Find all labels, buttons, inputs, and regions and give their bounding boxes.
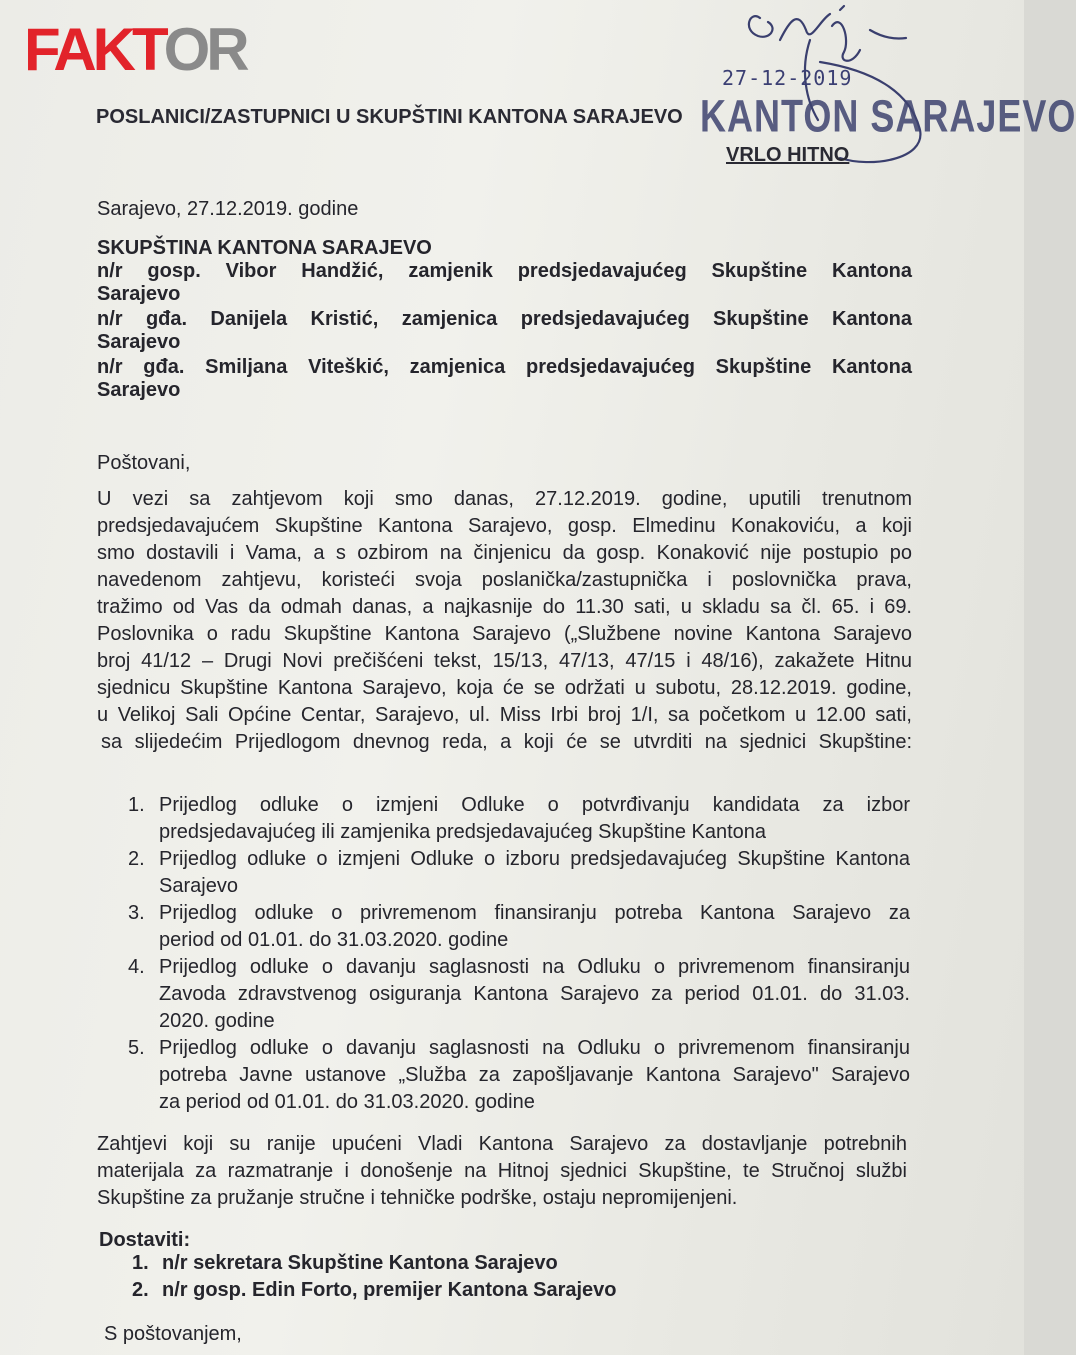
body-line: tražimo od Vas da odmah danas, a najkasnije do 11.30 sati, u skladu sa čl. 65. i 69. bbox=[97, 596, 912, 618]
deliver-list bbox=[132, 1250, 617, 1304]
logo-part-1: FAKT bbox=[24, 16, 164, 83]
closing-paragraph bbox=[97, 1131, 907, 1212]
deliver-title: Dostaviti: bbox=[99, 1229, 191, 1251]
agenda-item-number: 2. bbox=[128, 848, 145, 870]
agenda-item-line: Prijedlog odluke o izmjeni Odluke o potvrđivanju kandidata za izbor bbox=[159, 794, 910, 816]
stamp-kanton-sarajevo: KANTON SARAJEVO bbox=[700, 90, 1076, 142]
body-line: U vezi sa zahtjevom koji smo danas, 27.12.2019. godine, uputili trenutnom bbox=[97, 488, 912, 510]
agenda-item-line: 2020. godine bbox=[159, 1010, 275, 1032]
deliver-item-number: 1. bbox=[132, 1252, 149, 1274]
closing-line: materijala za razmatranje i donošenje na Hitnoj sjednici Skupštine, te Stručnoj službi bbox=[97, 1160, 907, 1182]
agenda-item-number: 5. bbox=[128, 1037, 145, 1059]
closing-line: Zahtjevi koji su ranije upućeni Vladi Kantona Sarajevo za dostavljanje potrebnih bbox=[97, 1133, 907, 1155]
recipient-line: Sarajevo bbox=[97, 331, 181, 353]
date-line: Sarajevo, 27.12.2019. godine bbox=[97, 198, 359, 220]
agenda-item-line: Prijedlog odluke o davanju saglasnosti na Odluku o privremenom finansiranju bbox=[159, 956, 910, 978]
agenda-item bbox=[128, 1035, 910, 1116]
body-line: navedenom zahtjevu, koristeći svoja poslanička/zastupnička i poslovnička prava, bbox=[97, 569, 912, 591]
agenda-item-line: Zavoda zdravstvenog osiguranja Kantona Sarajevo za period 01.01. do 31.03. bbox=[159, 983, 910, 1005]
body-line: predsjedavajućem Skupštine Kantona Sarajevo, gosp. Elmedinu Konakoviću, a koji bbox=[97, 515, 912, 537]
agenda-item-number: 1. bbox=[128, 794, 145, 816]
deliver-item bbox=[132, 1277, 617, 1304]
recipient-line: Sarajevo bbox=[97, 379, 181, 401]
agenda-item-line: potreba Javne ustanove „Služba za zapošljavanje Kantona Sarajevo" Sarajevo bbox=[159, 1064, 910, 1086]
recipient-line: Sarajevo bbox=[97, 283, 181, 305]
agenda-item-number: 4. bbox=[128, 956, 145, 978]
agenda-item bbox=[128, 846, 910, 900]
recipients-block bbox=[97, 258, 912, 404]
agenda-item bbox=[128, 954, 910, 1035]
deliver-item-text: n/r gosp. Edin Forto, premijer Kantona Sarajevo bbox=[162, 1279, 617, 1301]
faktor-logo bbox=[24, 16, 246, 83]
agenda-item bbox=[128, 792, 910, 846]
agenda-item-line: predsjedavajućeg ili zamjenika predsjedavajućeg Skupštine Kantona bbox=[159, 821, 767, 843]
deliver-item bbox=[132, 1250, 617, 1277]
agenda-item-line: period od 01.01. do 31.03.2020. godine bbox=[159, 929, 509, 951]
document-header: POSLANICI/ZASTUPNICI U SKUPŠTINI KANTONA SARAJEVO bbox=[96, 106, 683, 128]
signoff: S poštovanjem, bbox=[104, 1323, 242, 1345]
deliver-item-number: 2. bbox=[132, 1279, 149, 1301]
stamp-date: 27-12-2019 bbox=[722, 66, 853, 90]
urgency-label: VRLO HITNO bbox=[726, 144, 850, 166]
body-line: Poslovnika o radu Skupštine Kantona Sarajevo („Službene novine Kantona Sarajevo bbox=[97, 623, 912, 645]
body-line: sjednicu Skupštine Kantona Sarajevo, koja će se održati u subotu, 28.12.2019. godine, bbox=[97, 677, 912, 699]
closing-line: Skupštine za pružanje stručne i tehničke podrške, ostaju nepromijenjeni. bbox=[97, 1187, 738, 1209]
logo-part-2: OR bbox=[163, 16, 246, 83]
body-line: broj 41/12 – Drugi Novi prečišćeni tekst, 15/13, 47/13, 47/15 i 48/16), zakažete Hitnu bbox=[97, 650, 912, 672]
agenda-item-line: Sarajevo bbox=[159, 875, 238, 897]
recipient-line: n/r gosp. Vibor Handžić, zamjenik predsjedavajućeg Skupštine Kantona bbox=[97, 260, 912, 282]
recipient-org: SKUPŠTINA KANTONA SARAJEVO bbox=[97, 237, 432, 259]
agenda-item bbox=[128, 900, 910, 954]
recipient-line: n/r gđa. Smiljana Viteškić, zamjenica predsjedavajućeg Skupštine Kantona bbox=[97, 356, 912, 378]
body-paragraph bbox=[97, 486, 912, 756]
body-line: sa slijedećim Prijedlogom dnevnog reda, a koji će se utvrditi na sjednici Skupštine: bbox=[101, 731, 912, 753]
body-line: smo dostavili i Vama, a s ozbirom na činjenicu da gosp. Konaković nije postupio po bbox=[97, 542, 912, 564]
recipient-line: n/r gđa. Danijela Kristić, zamjenica predsjedavajućeg Skupštine Kantona bbox=[97, 308, 912, 330]
greeting: Poštovani, bbox=[97, 452, 191, 474]
agenda-item-number: 3. bbox=[128, 902, 145, 924]
deliver-item-text: n/r sekretara Skupštine Kantona Sarajevo bbox=[162, 1252, 558, 1274]
agenda-item-line: Prijedlog odluke o izmjeni Odluke o izboru predsjedavajućeg Skupštine Kantona bbox=[159, 848, 910, 870]
agenda-item-line: Prijedlog odluke o davanju saglasnosti na Odluku o privremenom finansiranju bbox=[159, 1037, 910, 1059]
agenda-list bbox=[128, 792, 910, 1116]
agenda-item-line: Prijedlog odluke o privremenom finansiranju potreba Kantona Sarajevo za bbox=[159, 902, 910, 924]
body-line: u Velikoj Sali Općine Centar, Sarajevo, ul. Miss Irbi broj 1/I, sa početkom u 12.00 sati, bbox=[97, 704, 912, 726]
agenda-item-line: za period od 01.01. do 31.03.2020. godine bbox=[159, 1091, 535, 1113]
